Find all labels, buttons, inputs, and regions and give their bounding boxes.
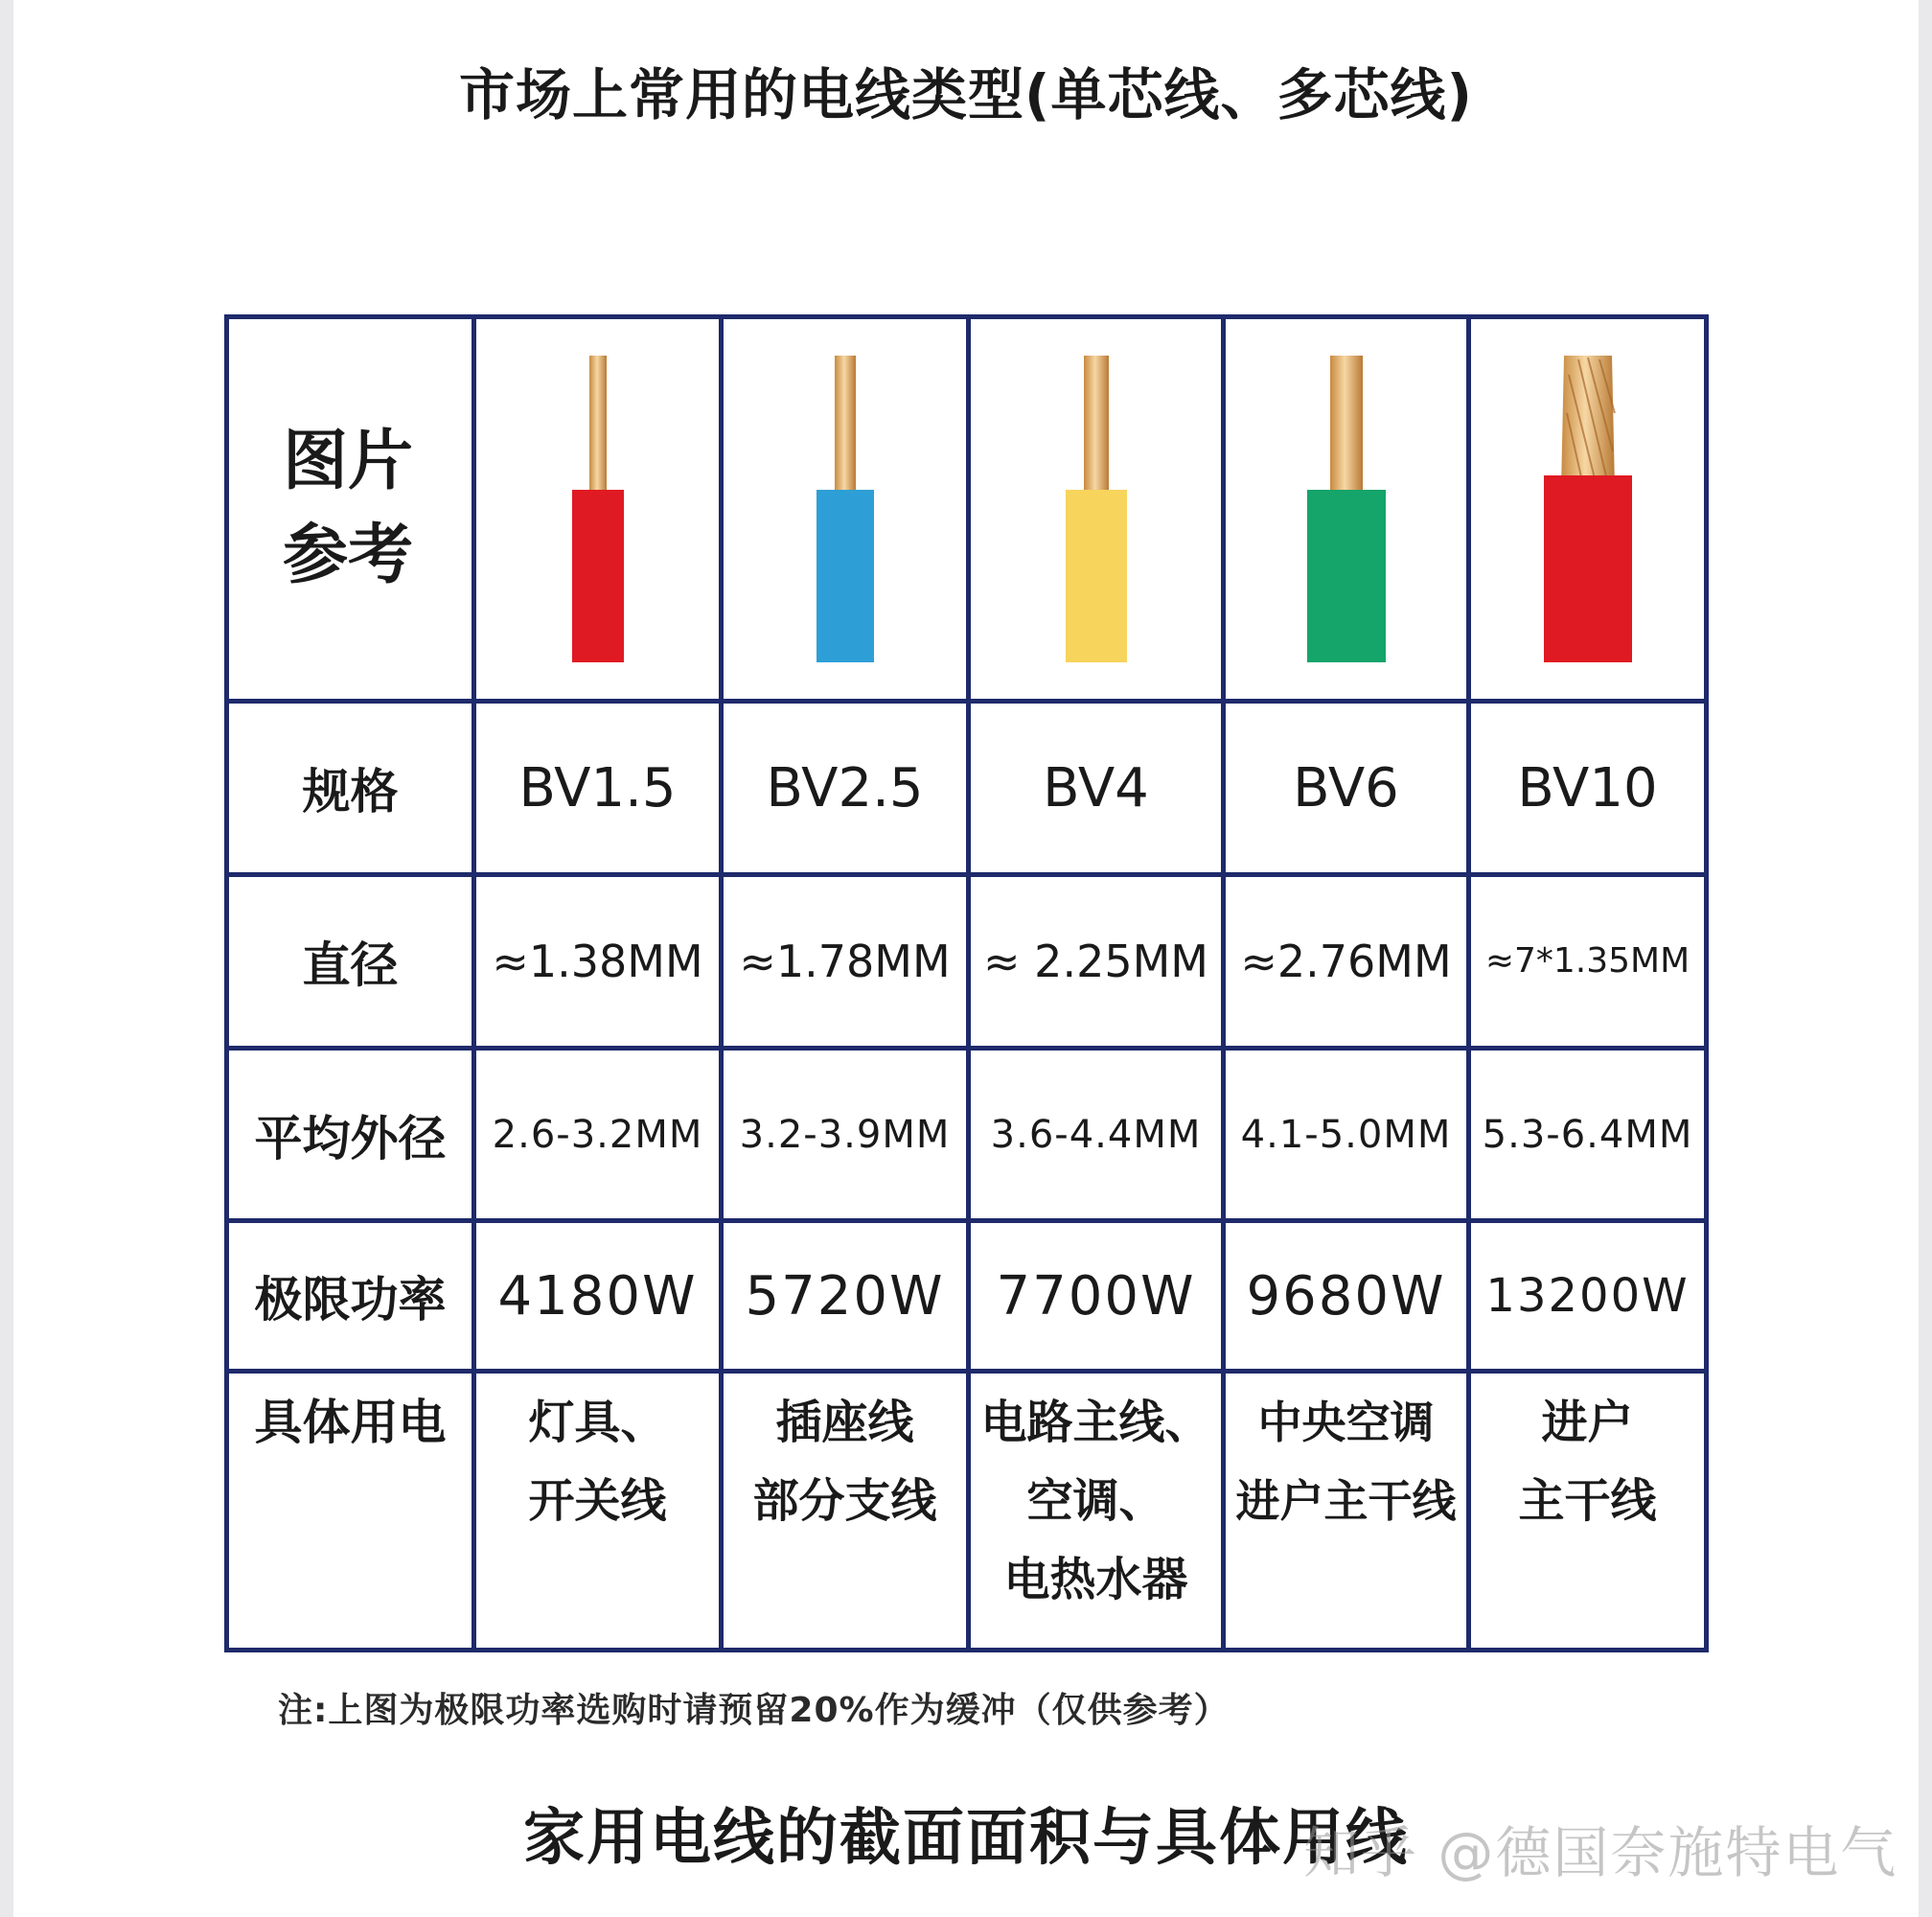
figure-caption: 家用电线的截面面积与具体用线 [523,1803,1409,1874]
diameter-cell: ≈ 2.25MM [969,875,1224,1049]
watermark: 知乎 @德国奈施特电气 [1303,1820,1898,1885]
wire-bv6-image [1303,346,1390,672]
usage-line: 进户主干线 [1235,1474,1457,1527]
outer-diameter-cell: 4.1-5.0MM [1224,1048,1469,1221]
spec-cell: BV4 [969,702,1224,875]
wire-image-cell [722,317,969,702]
usage-cell [474,1371,722,1650]
wire-insulation [816,490,874,662]
power-row [227,1221,1707,1372]
power-cell: 9680W [1224,1221,1469,1372]
spec-cell: BV10 [1469,702,1707,875]
outer-diameter-header: 平均外径 [227,1048,474,1221]
wire-image-cell [969,317,1224,702]
wire-bv2-5-image [807,346,884,672]
usage-row [227,1371,1707,1650]
usage-cell [1224,1371,1469,1650]
wire-insulation [1307,490,1386,662]
spec-row [227,702,1707,875]
diameter-row [227,875,1707,1049]
footnote: 注:上图为极限功率选购时请预留20%作为缓冲（仅供参考） [278,1691,1230,1730]
usage-cell [969,1371,1224,1650]
diameter-cell: ≈1.38MM [474,875,722,1049]
outer-diameter-row [227,1048,1707,1221]
power-header: 极限功率 [227,1221,474,1372]
wire-image-cell [474,317,722,702]
power-cell: 13200W [1469,1221,1707,1372]
right-edge-shadow [1919,0,1932,1917]
usage-line: 灯具、 [528,1395,667,1449]
usage-cell [722,1371,969,1650]
wire-insulation [1066,490,1127,662]
outer-diameter-cell: 3.6-4.4MM [969,1048,1224,1221]
picture-row [227,317,1707,702]
outer-diameter-cell: 2.6-3.2MM [474,1048,722,1221]
power-cell: 5720W [722,1221,969,1372]
page-title: 市场上常用的电线类型(单芯线、多芯线) [458,62,1474,127]
usage-cell [1469,1371,1707,1650]
diameter-cell: ≈1.78MM [722,875,969,1049]
power-cell: 7700W [969,1221,1224,1372]
spec-cell: BV2.5 [722,702,969,875]
picture-header [227,317,474,702]
wire-image-cell [1224,317,1469,702]
usage-line: 空调、 [1026,1473,1165,1528]
diameter-cell: ≈2.76MM [1224,875,1469,1049]
usage-line: 电路主线、 [980,1395,1211,1449]
outer-diameter-cell: 5.3-6.4MM [1469,1048,1707,1221]
spec-header: 规格 [227,702,474,875]
picture-header-line1: 图片 [283,424,414,500]
wire-bv10-image [1540,346,1636,672]
usage-line: 主干线 [1518,1473,1657,1528]
spec-cell: BV1.5 [474,702,722,875]
wire-bv1-5-image [560,346,636,672]
usage-line: 开关线 [528,1473,667,1528]
wire-insulation [1544,475,1632,662]
usage-line: 电热水器 [1003,1552,1188,1606]
wire-insulation [572,490,624,662]
usage-header: 具体用电 [227,1371,474,1650]
usage-line: 进户 [1541,1395,1634,1449]
left-edge-shadow [0,0,13,1917]
outer-diameter-cell: 3.2-3.9MM [722,1048,969,1221]
diameter-header: 直径 [227,875,474,1049]
wire-spec-table [224,314,1709,1652]
diameter-cell: ≈7*1.35MM [1469,875,1707,1049]
wire-bv4-image [1058,346,1135,672]
wire-image-cell [1469,317,1707,702]
picture-header-line2: 参考 [283,518,414,594]
spec-cell: BV6 [1224,702,1469,875]
power-cell: 4180W [474,1221,722,1372]
usage-line: 中央空调 [1257,1396,1435,1448]
usage-line: 插座线 [775,1395,914,1449]
usage-line: 部分支线 [752,1473,937,1528]
